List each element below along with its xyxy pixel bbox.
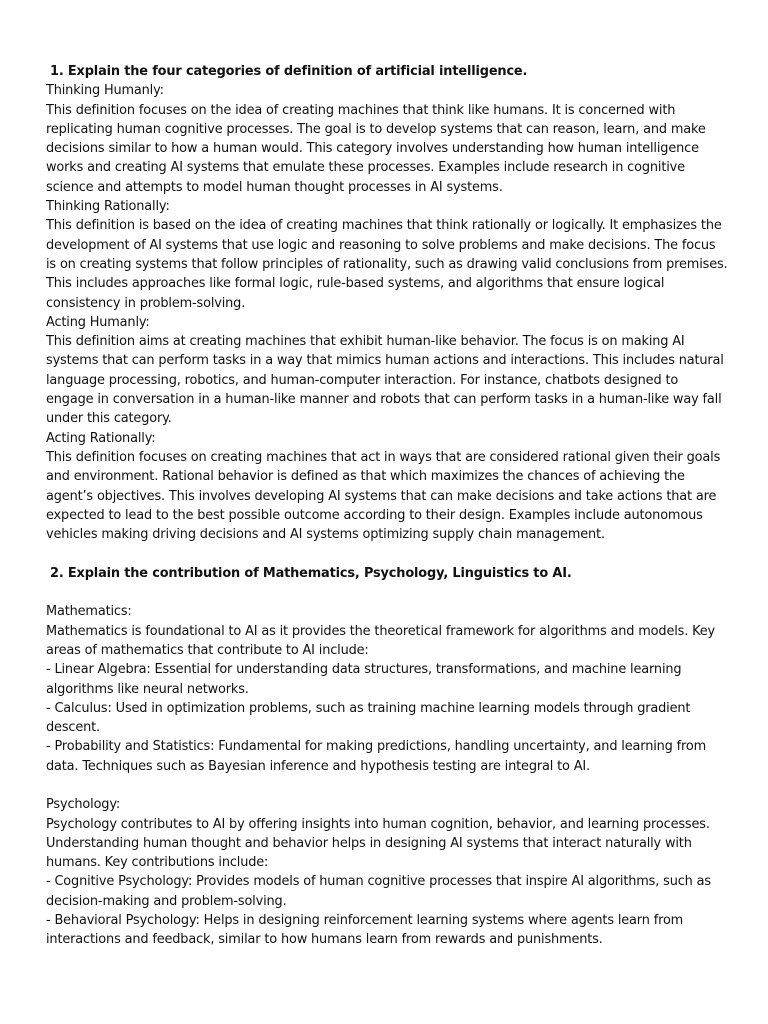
thinking-rationally-body: This definition is based on the idea of creating machines that think rationally or logically. It emphasizes the development of AI systems that use logic and reasoning to solve problems and make decisions. The focus is on creating systems that follow principles of rationality, such as drawing valid conclusions from premises. This includes approaches like formal logic, rule-based systems, and algorithms that ensure logical consistency in problem-solving. bbox=[46, 218, 728, 311]
acting-rationally-body: This definition focuses on creating machines that act in ways that are considered rational given their goals and environment. Rational behavior is defined as that which maximizes the chances of achieving the agent’s objectives. This involves developing AI systems that can make decisions and take actions that are expected to lead to the best possible outcome according to their design. Examples include autonomous vehicles making driving decisions and AI systems optimizing supply chain management. bbox=[46, 449, 721, 543]
psychology-title: Psychology: bbox=[46, 797, 121, 813]
mathematics-item-calculus: - Calculus: Used in optimization problems, such as training machine learning models through gradient descent. bbox=[46, 700, 691, 736]
question-2-heading: 2. Explain the contribution of Mathematics, Psychology, Linguistics to AI. bbox=[50, 565, 572, 581]
mathematics-item-linear-algebra: - Linear Algebra: Essential for understanding data structures, transformations, and machine learning algorithms like neural networks. bbox=[46, 662, 682, 697]
spacer bbox=[46, 544, 728, 563]
psychology-item-behavioral: - Behavioral Psychology: Helps in designing reinforcement learning systems where agents learn from interactions and feedback, similar to how humans learn from rewards and punishments. bbox=[46, 913, 684, 948]
mathematics-intro: Mathematics is foundational to AI as it provides the theoretical framework for algorithms and models. Key areas of mathematics that contribute to AI include: bbox=[46, 623, 716, 658]
mathematics-item-probability: - Probability and Statistics: Fundamental for making predictions, handling uncertainty, and learning from data. Techniques such as Bayesian inference and hypothesis testing are integral to AI. bbox=[46, 739, 707, 774]
document-page bbox=[46, 62, 728, 950]
acting-humanly-body: This definition aims at creating machines that exhibit human-like behavior. The focus is on making AI systems that can perform tasks in a way that mimics human actions and interactions. This includes natural language processing, robotics, and human-computer interaction. For instance, chatbots designed to engage in conversation in a human-like manner and robots that can perform tasks in a human-like way fall under this category. bbox=[46, 334, 724, 427]
acting-rationally-title: Acting Rationally: bbox=[46, 430, 156, 446]
psychology-item-cognitive: - Cognitive Psychology: Provides models of human cognitive processes that inspire AI algorithms, such as decision-making and problem-solving. bbox=[46, 874, 711, 909]
spacer bbox=[46, 776, 728, 795]
thinking-humanly-body: This definition focuses on the idea of creating machines that think like humans. It is concerned with replicating human cognitive processes. The goal is to develop systems that can reason, learn, and make decisions similar to how a human would. This category involves understanding how human intelligence works and creating AI systems that emulate these processes. Examples include research in cognitive science and attempts to model human thought processes in AI systems. bbox=[46, 102, 706, 195]
spacer bbox=[46, 583, 728, 602]
mathematics-title: Mathematics: bbox=[46, 604, 132, 620]
question-1-heading: 1. Explain the four categories of definition of artificial intelligence. bbox=[50, 64, 528, 79]
thinking-rationally-title: Thinking Rationally: bbox=[46, 199, 170, 215]
thinking-humanly-title: Thinking Humanly: bbox=[46, 83, 164, 99]
psychology-intro: Psychology contributes to AI by offering insights into human cognition, behavior, and learning processes. Understanding human thought and behavior helps in designing AI systems that interact naturally with humans. Key contributions include: bbox=[46, 816, 710, 871]
acting-humanly-title: Acting Humanly: bbox=[46, 314, 150, 330]
